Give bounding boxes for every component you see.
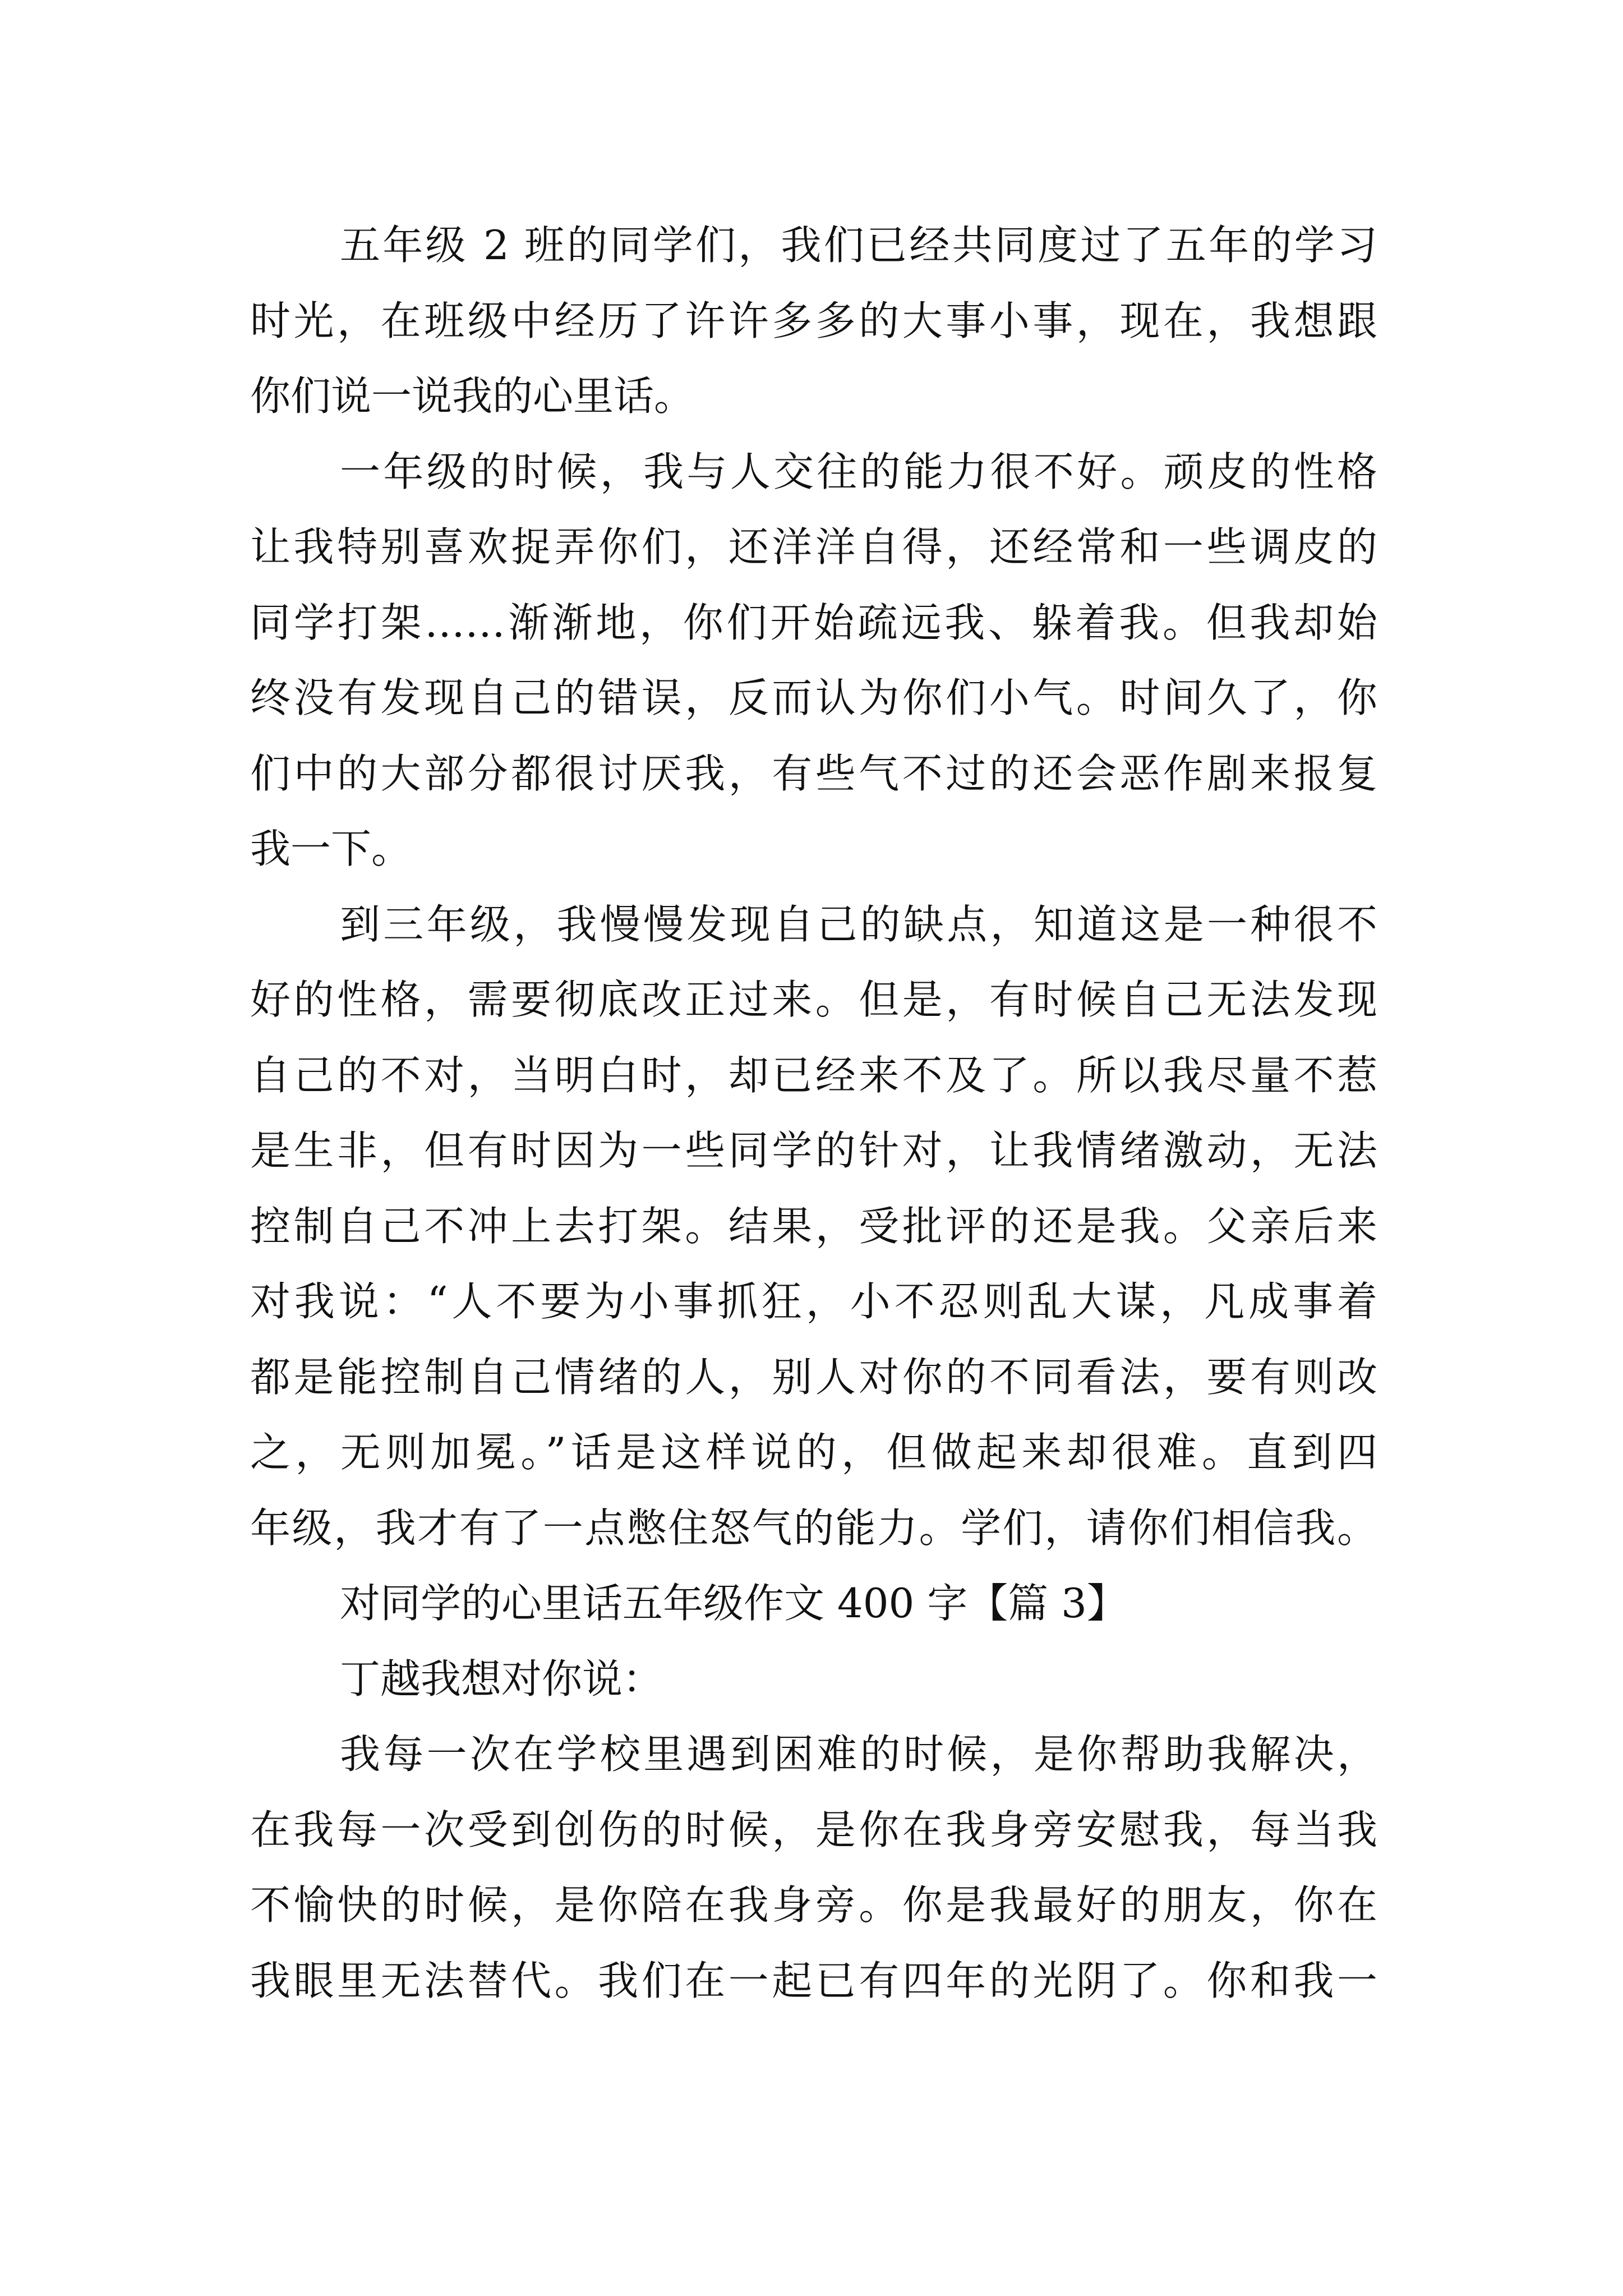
text-line: 我每一次在学校里遇到困难的时候，是你帮助我解决， xyxy=(340,1731,1377,1778)
text-line: 在我每一次受到创伤的时候，是你在我身旁安慰我，每当我 xyxy=(250,1806,1377,1853)
text-line: 终没有发现自己的错误，反而认为你们小气。时间久了，你 xyxy=(250,674,1377,721)
text-line: 对我说：“人不要为小事抓狂，小不忍则乱大谋，凡成事着 xyxy=(250,1278,1377,1325)
text-line: 一年级的时候，我与人交往的能力很不好。顽皮的性格 xyxy=(340,448,1377,495)
paragraph-letter-body xyxy=(250,1717,1377,2018)
text-line: 之，无则加冕。”话是这样说的，但做起来却很难。直到四 xyxy=(250,1429,1377,1476)
text-line: 我眼里无法替代。我们在一起已有四年的光阴了。你和我一 xyxy=(250,1957,1377,2004)
text-line: 是生非，但有时因为一些同学的针对，让我情绪激动，无法 xyxy=(250,1127,1377,1174)
text-line: 控制自己不冲上去打架。结果，受批评的还是我。父亲后来 xyxy=(250,1202,1377,1250)
heading-text: 对同学的心里话五年级作文 400 字【篇 3】 xyxy=(340,1580,1127,1627)
section-heading xyxy=(250,1566,1377,1641)
text-line: 你们说一说我的心里话。 xyxy=(250,372,695,420)
text-line: 时光，在班级中经历了许许多多的大事小事，现在，我想跟 xyxy=(250,297,1377,344)
text-line: 们中的大部分都很讨厌我，有些气不过的还会恶作剧来报复 xyxy=(250,749,1377,797)
text-line: 自己的不对，当明白时，却已经来不及了。所以我尽量不惹 xyxy=(250,1051,1377,1099)
text-line: 好的性格，需要彻底改正过来。但是，有时候自己无法发现 xyxy=(250,976,1377,1023)
text-line: 我一下。 xyxy=(250,825,412,872)
paragraph-third-grade xyxy=(250,887,1377,1566)
document-body xyxy=(250,208,1377,2018)
text-line: 让我特别喜欢捉弄你们，还洋洋自得，还经常和一些调皮的 xyxy=(250,523,1377,570)
salutation xyxy=(250,1641,1377,1717)
paragraph-class-intro xyxy=(250,208,1377,434)
salutation-text: 丁越我想对你说： xyxy=(340,1655,663,1703)
text-line: 不愉快的时候，是你陪在我身旁。你是我最好的朋友，你在 xyxy=(250,1881,1377,1929)
paragraph-first-grade xyxy=(250,434,1377,887)
text-line: 年级，我才有了一点憋住怒气的能力。学们，请你们相信我。 xyxy=(250,1504,1377,1552)
text-line: 都是能控制自己情绪的人，别人对你的不同看法，要有则改 xyxy=(250,1353,1377,1401)
text-line: 五年级 2 班的同学们，我们已经共同度过了五年的学习 xyxy=(340,222,1377,269)
text-line: 到三年级，我慢慢发现自己的缺点，知道这是一种很不 xyxy=(340,900,1377,948)
text-line: 同学打架……渐渐地，你们开始疏远我、躲着我。但我却始 xyxy=(250,599,1377,646)
